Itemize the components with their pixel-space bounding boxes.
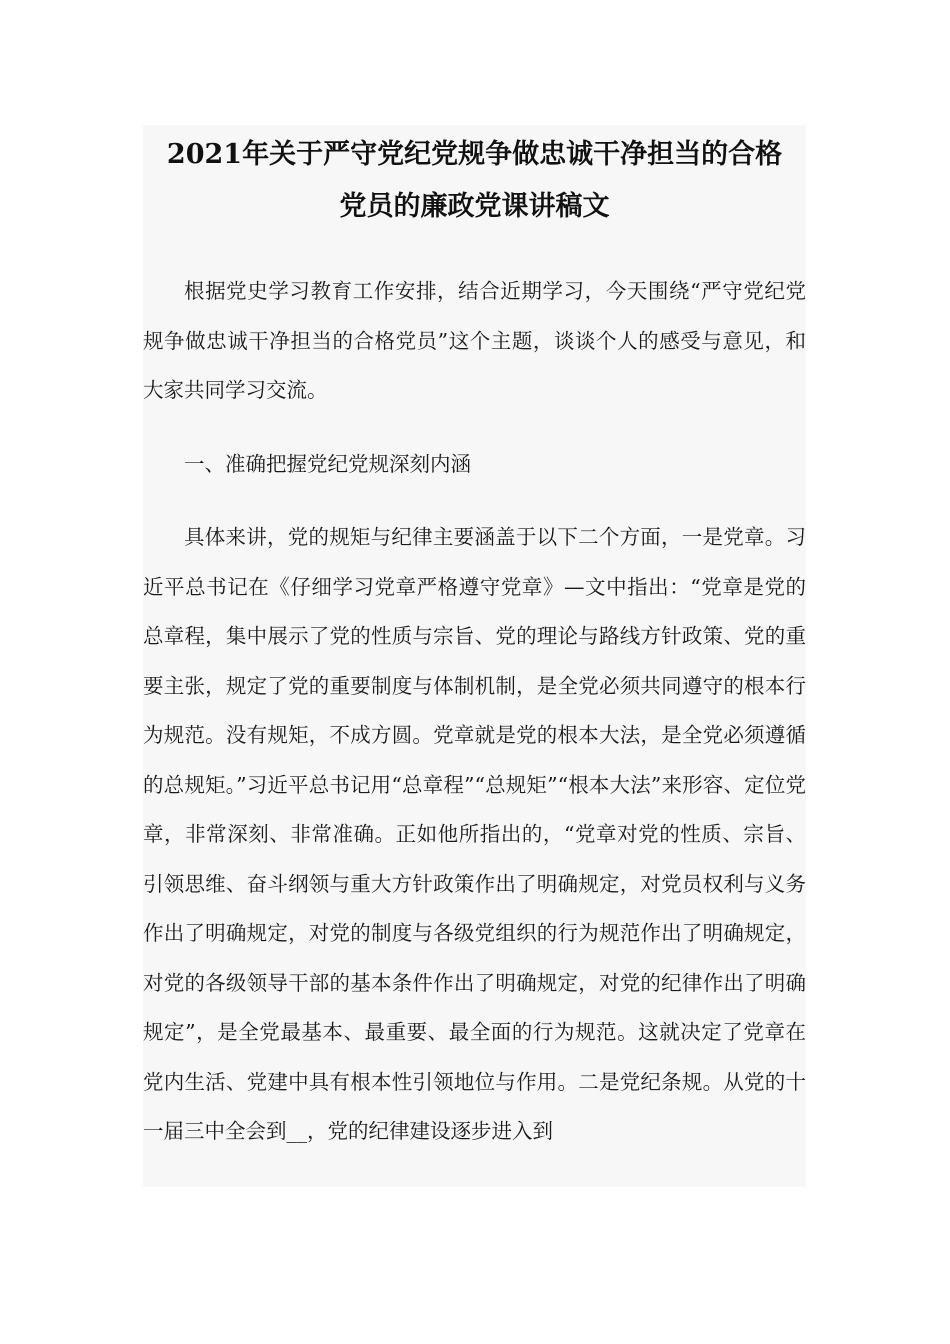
document-page — [143, 125, 806, 1187]
title-line-1: 2021年关于严守党纪党规争做忠诚干净担当的合格 — [166, 139, 783, 170]
paragraph-section-1-body: 具体来讲，党的规矩与纪律主要涵盖于以下二个方面，一是党章。习近平总书记在《仔细学习党章严格遵守党章》—文中指出：“党章是党的总章程，集中展示了党的性质与宗旨、党的理论与路线方针政策、党的重要主张，规定了党的重要制度与体制机制，是全党必须共同遵守的根本行为规范。没有规矩，不成方圆。党章就是党的根本大法，是全党必须遵循的总规矩。”习近平总书记用“总章程”“总规矩”“根本大法”来形容、定位党章，非常深刻、非常准确。正如他所指出的，“党章对党的性质、宗旨、引领思维、奋斗纲领与重大方针政策作出了明确规定，对党员权利与义务作出了明确规定，对党的制度与各级党组织的行为规范作出了明确规定，对党的各级领导干部的基本条件作出了明确规定，对党的纪律作出了明确规定”，是全党最基本、最重要、最全面的行为规范。这就决定了党章在党内生活、党建中具有根本性引领地位与作用。二是党纪条规。从党的十一届三中全会到__，党的纪律建设逐步进入到 — [143, 525, 806, 1143]
document-body — [143, 267, 806, 1157]
paragraph-intro: 根据党史学习教育工作安排，结合近期学习，今天围绕“严守党纪党规争做忠诚干净担当的合格党员”这个主题，谈谈个人的感受与意见，和大家共同学习交流。 — [143, 279, 806, 402]
document-title — [143, 125, 806, 233]
section-heading-1: 一、准确把握党纪党规深刻内涵 — [184, 451, 471, 476]
title-line-2: 党员的廉政党课讲稿文 — [339, 191, 610, 222]
